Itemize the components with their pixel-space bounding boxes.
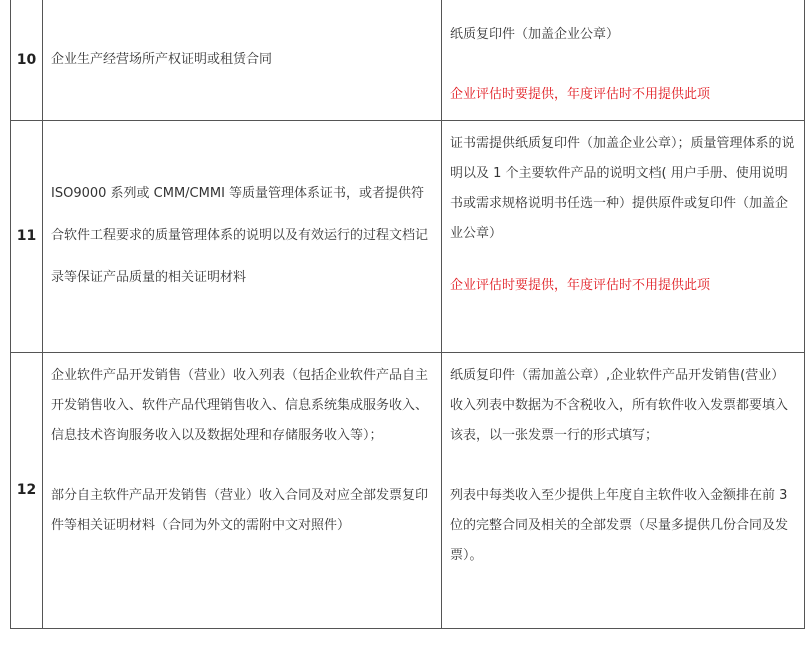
row-number: 10 [11,0,43,120]
requirement-cell [43,120,442,352]
table-row [11,0,805,120]
form-text: 纸质复印件（需加盖公章）,企业软件产品开发销售(营业）收入列表中数据为不含税收入，所有软件收入发票都要填入该表，以一张发票一行的形式填写； [450,367,789,443]
form-cell [442,120,805,352]
note-text: 企业评估时要提供，年度评估时不用提供此项 [450,277,711,293]
note-text: 企业评估时要提供，年度评估时不用提供此项 [450,87,711,102]
form-cell [442,352,805,628]
requirements-table [10,0,805,629]
form-text: 证书需提供纸质复印件（加盖企业公章）；质量管理体系的说明以及 1 个主要软件产品的说明文档( 用户手册、使用说明书或需求规格说明书任选一种）提供原件或复印件（加盖企业公章） [450,135,795,241]
form-text: 纸质复印件（加盖企业公章） [450,27,620,42]
form-cell [442,0,805,120]
requirement-text: 企业生产经营场所产权证明或租赁合同 [51,51,273,67]
requirement-text: 部分自主软件产品开发销售（营业）收入合同及对应全部发票复印件等相关证明材料（合同为外文的需附中文对照件） [51,487,429,533]
form-text: 列表中每类收入至少提供上年度自主软件收入金额排在前 3 位的完整合同及相关的全部发票（尽量多提供几份合同及发票）。 [450,487,789,563]
requirement-text: ISO9000 系列或 CMM/CMMI 等质量管理体系证书，或者提供符合软件工程要求的质量管理体系的说明以及有效运行的过程文档记录等保证产品质量的相关证明材料 [51,186,429,285]
row-number: 11 [11,120,43,352]
requirement-cell [43,352,442,628]
row-number: 12 [11,352,43,628]
table-row [11,120,805,352]
requirement-cell [43,0,442,120]
table-row [11,352,805,628]
requirement-text: 企业软件产品开发销售（营业）收入列表（包括企业软件产品自主开发销售收入、软件产品代理销售收入、信息系统集成服务收入、信息技术咨询服务收入以及数据处理和存储服务收入等）； [51,367,429,443]
